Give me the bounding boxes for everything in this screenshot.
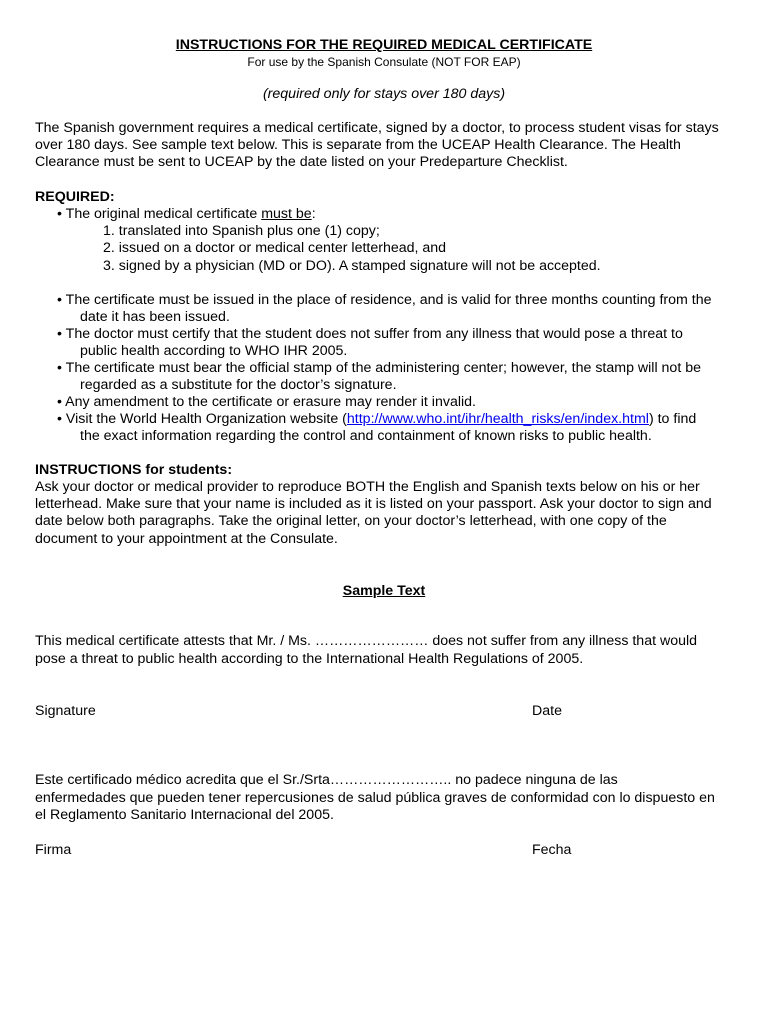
page-subtitle: For use by the Spanish Consulate (NOT FOR EAP) bbox=[247, 55, 521, 69]
who-prefix: • Visit the World Health Organization website ( bbox=[57, 411, 347, 427]
bullet-who-line-1 bbox=[57, 411, 696, 428]
bullet-stamp-line-1: • The certificate must bear the official stamp of the administering center; however, the stamp will not be bbox=[57, 360, 701, 376]
numbered-item-1: 1. translated into Spanish plus one (1) copy; bbox=[103, 223, 380, 239]
students-line-2: letterhead. Make sure that your name is included as it is listed on your passport. Ask your doctor to sign and bbox=[35, 496, 712, 512]
page-title: INSTRUCTIONS FOR THE REQUIRED MEDICAL CERTIFICATE bbox=[175, 37, 593, 53]
original-prefix: • The original medical certificate bbox=[57, 206, 262, 222]
sample-spanish-line-1: Este certificado médico acredita que el Sr./Srta…………………….. no padece ninguna de las bbox=[35, 772, 618, 788]
who-website-link[interactable]: http://www.who.int/ihr/health_risks/en/index.html bbox=[346, 411, 649, 427]
required-heading: REQUIRED: bbox=[35, 189, 115, 205]
fecha-label: Fecha bbox=[532, 842, 572, 858]
sample-spanish-line-3: el Reglamento Sanitario Internacional del 2005. bbox=[35, 807, 334, 823]
bullet-amendment: • Any amendment to the certificate or erasure may render it invalid. bbox=[57, 394, 476, 410]
original-suffix: : bbox=[311, 206, 316, 222]
sample-spanish-line-2: enfermedades que pueden tener repercusiones de salud pública graves de conformidad con lo dispuesto en bbox=[35, 790, 715, 806]
bullet-certify-line-1: • The doctor must certify that the student does not suffer from any illness that would pose a threat to bbox=[57, 326, 683, 342]
stay-note: (required only for stays over 180 days) bbox=[262, 86, 506, 102]
students-line-1: Ask your doctor or medical provider to reproduce BOTH the English and Spanish texts below on his or her bbox=[35, 479, 700, 495]
must-be-emphasis: must be bbox=[261, 206, 312, 222]
who-suffix: ) to find bbox=[648, 411, 697, 427]
sample-english-line-1: This medical certificate attests that Mr. / Ms. …………………… does not suffer from any illness that would bbox=[35, 633, 698, 649]
numbered-item-3: 3. signed by a physician (MD or DO). A stamped signature will not be accepted. bbox=[103, 258, 601, 274]
firma-label: Firma bbox=[35, 842, 72, 858]
bullet-residence-line-1: • The certificate must be issued in the place of residence, and is valid for three months counting from the bbox=[57, 292, 712, 308]
bullet-residence-line-2: date it has been issued. bbox=[80, 309, 230, 325]
intro-line-3: Clearance must be sent to UCEAP by the date listed on your Predeparture Checklist. bbox=[35, 154, 568, 170]
bullet-stamp-line-2: regarded as a substitute for the doctor’s signature. bbox=[80, 377, 397, 393]
sample-heading: Sample Text bbox=[342, 583, 426, 599]
students-line-4: document to your appointment at the Consulate. bbox=[35, 531, 338, 547]
bullet-who-line-2: the exact information regarding the control and containment of known risks to public health. bbox=[80, 428, 652, 444]
sample-english-line-2: pose a threat to public health according to the International Health Regulations of 2005. bbox=[35, 651, 584, 667]
original-certificate-bullet bbox=[57, 206, 316, 223]
students-heading: INSTRUCTIONS for students: bbox=[35, 462, 233, 478]
numbered-item-2: 2. issued on a doctor or medical center letterhead, and bbox=[103, 240, 447, 256]
signature-label: Signature bbox=[35, 703, 96, 719]
date-label: Date bbox=[532, 703, 562, 719]
intro-line-2: over 180 days. See sample text below. This is separate from the UCEAP Health Clearance. The Health bbox=[35, 137, 681, 153]
intro-line-1: The Spanish government requires a medical certificate, signed by a doctor, to process student visas for stays bbox=[35, 120, 719, 136]
bullet-certify-line-2: public health according to WHO IHR 2005. bbox=[80, 343, 348, 359]
students-line-3: date below both paragraphs. Take the original letter, on your doctor’s letterhead, with one copy of the bbox=[35, 513, 667, 529]
